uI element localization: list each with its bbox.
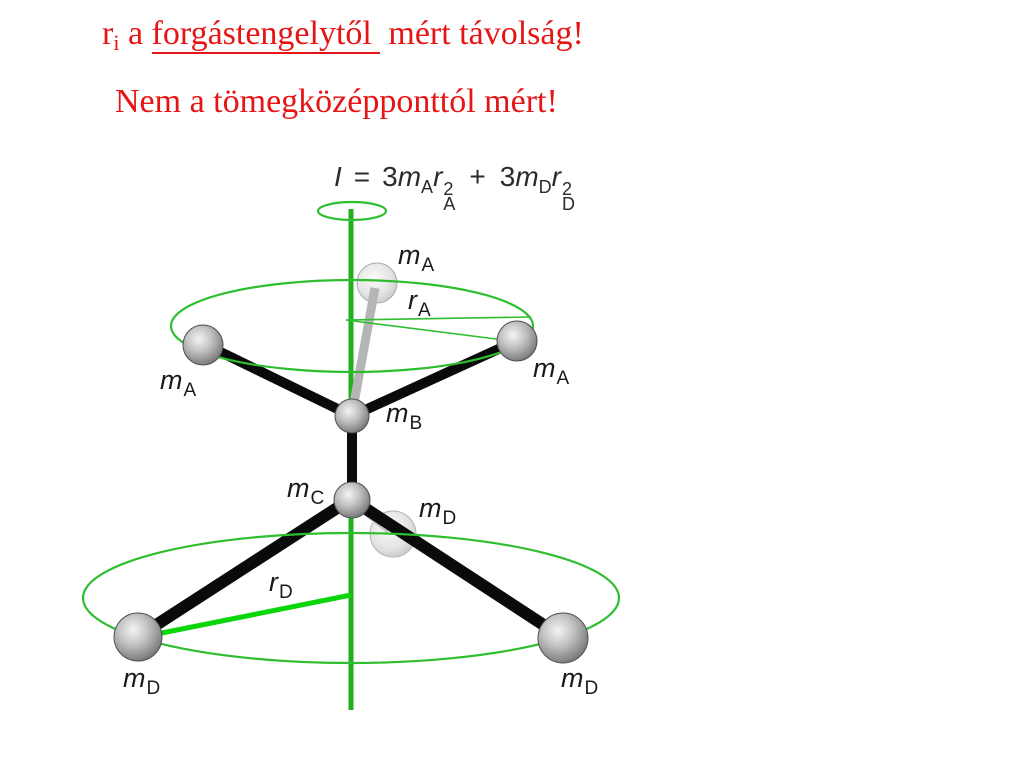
sphere-mc <box>334 482 370 518</box>
sphere-ma-left <box>183 325 223 365</box>
sphere-md-left <box>114 613 162 661</box>
heading-underlined-word: forgástengelytől <box>152 15 380 54</box>
formula-term2-coeff: 3 <box>499 161 516 192</box>
label-md-bottom-left: $m_D$ <box>123 663 161 699</box>
bond-mb-ma-left <box>204 344 352 416</box>
formula-term2-radius-sub: D <box>562 193 575 214</box>
formula-term2-mass: m <box>515 161 539 192</box>
label-ma-top: $m_A$ <box>398 240 435 276</box>
sphere-md-right <box>538 613 588 663</box>
label-md-bottom-right: $m_D$ <box>561 663 599 699</box>
formula-term1-coeff: 3 <box>382 161 398 192</box>
formula-lhs: I <box>334 161 342 192</box>
bond-mc-md-right <box>351 499 562 637</box>
heading-rest: mért távolság! <box>379 15 584 52</box>
sphere-ma-right <box>497 321 537 361</box>
label-ra: $r_A$ <box>408 285 431 321</box>
formula-term1-mass: m <box>397 161 422 192</box>
formula-plus: + <box>469 161 486 192</box>
formula-term1-exponent: 2 <box>443 179 454 199</box>
bond-mb-ma-back <box>352 288 375 414</box>
formula-term1-radius: r <box>433 161 443 192</box>
label-ma-left: $m_A$ <box>160 365 197 401</box>
bond-mb-ma-right <box>352 341 516 416</box>
formula-term1-mass-sub: A <box>421 177 434 197</box>
formula-term1-radius-sub: A <box>443 193 456 214</box>
heading-line2: Nem a tömegközépponttól mért! <box>115 83 558 120</box>
label-mc: $m_C$ <box>287 473 325 509</box>
formula-equals: = <box>353 161 371 192</box>
heading-connector: a <box>119 15 152 52</box>
label-rd: $r_D$ <box>269 567 293 603</box>
label-md-mid: $m_D$ <box>419 493 457 529</box>
sphere-mb <box>335 399 369 433</box>
formula-term2-radius: r <box>551 161 561 192</box>
formula-term2-mass-sub: D <box>538 177 552 197</box>
formula-term2-exponent: 2 <box>562 179 573 199</box>
heading-r-symbol: r <box>102 15 114 52</box>
label-mb: $m_B$ <box>386 398 423 434</box>
label-ma-right: $m_A$ <box>533 353 570 389</box>
heading-r-subscript: i <box>113 30 120 55</box>
